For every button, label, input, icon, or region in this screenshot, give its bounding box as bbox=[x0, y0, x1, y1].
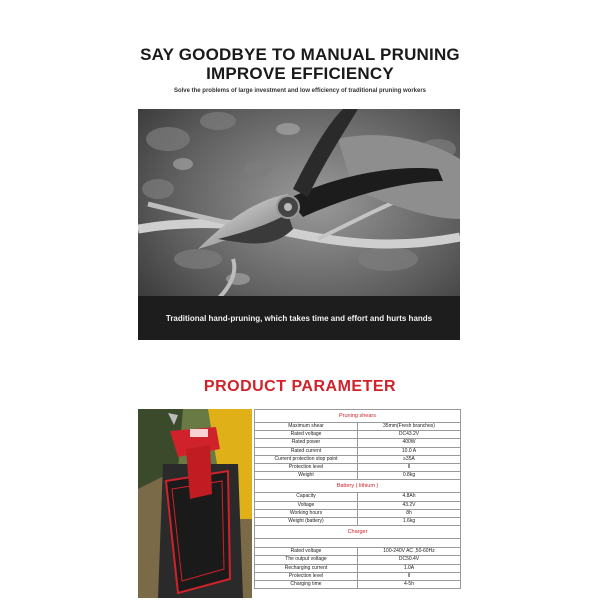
spec-value: DC50.4V bbox=[358, 556, 461, 564]
spec-label: Capacity bbox=[255, 493, 358, 501]
headline-line-1: SAY GOODBYE TO MANUAL PRUNING bbox=[140, 45, 460, 64]
hero-image bbox=[138, 109, 460, 340]
section-charger: Charger bbox=[255, 526, 461, 539]
spec-value: ≥35A bbox=[358, 455, 461, 463]
table-row bbox=[255, 447, 461, 455]
spec-value: 35mm(Fresh branches) bbox=[358, 423, 461, 431]
spec-label: Rated current bbox=[255, 447, 358, 455]
spec-value: 10.0 A bbox=[358, 447, 461, 455]
spec-table bbox=[254, 409, 460, 598]
spec-value: 0.8kg bbox=[358, 472, 461, 480]
spec-label: Maximum shear bbox=[255, 423, 358, 431]
spec-label: Rated voltage bbox=[255, 431, 358, 439]
spec-value: II bbox=[358, 572, 461, 580]
table-row bbox=[255, 493, 461, 501]
spec-label: Weight (battery) bbox=[255, 518, 358, 526]
spec-label: Working hours bbox=[255, 509, 358, 517]
table-row bbox=[255, 518, 461, 526]
spec-label: Protection level bbox=[255, 572, 358, 580]
spacer-row bbox=[255, 539, 461, 548]
headline-line-2: IMPROVE EFFICIENCY bbox=[206, 64, 394, 83]
spec-value: DC43.2V bbox=[358, 431, 461, 439]
table-row bbox=[255, 455, 461, 463]
hero-caption: Traditional hand-pruning, which takes time and effort and hurts hands bbox=[165, 314, 433, 323]
spec-value: 4.8Ah bbox=[358, 493, 461, 501]
table-row bbox=[255, 581, 461, 589]
product-photo bbox=[138, 409, 252, 598]
table-row bbox=[255, 556, 461, 564]
spec-label: Current protection stop point bbox=[255, 455, 358, 463]
spec-value: 43.2V bbox=[358, 501, 461, 509]
table-row bbox=[255, 509, 461, 517]
spec-label: Weight bbox=[255, 472, 358, 480]
spec-value: 100-240V AC ,50-60Hz bbox=[358, 548, 461, 556]
table-row bbox=[255, 548, 461, 556]
table-row bbox=[255, 564, 461, 572]
section-pruning-shears: Pruning shears bbox=[255, 410, 461, 423]
spec-value: II bbox=[358, 464, 461, 472]
spec-label: Rated voltage bbox=[255, 548, 358, 556]
spec-value: 1.6kg bbox=[358, 518, 461, 526]
spec-value: 4-5h bbox=[358, 581, 461, 589]
spec-label: Rated power bbox=[255, 439, 358, 447]
table-row bbox=[255, 431, 461, 439]
section-battery: Battery ( lithium ) bbox=[255, 480, 461, 493]
table-row bbox=[255, 423, 461, 431]
spec-label: The output voltage bbox=[255, 556, 358, 564]
table-row bbox=[255, 501, 461, 509]
spec-value: 1.0A bbox=[358, 564, 461, 572]
table-row bbox=[255, 472, 461, 480]
table-row bbox=[255, 464, 461, 472]
subtitle: Solve the problems of large investment and low efficiency of traditional pruning workers bbox=[173, 88, 427, 94]
spec-label: Protection level bbox=[255, 464, 358, 472]
spec-label: Recharging current bbox=[255, 564, 358, 572]
spec-value: 8h bbox=[358, 509, 461, 517]
spec-label: Voltage bbox=[255, 501, 358, 509]
holster-photo bbox=[138, 409, 252, 598]
table-row bbox=[255, 572, 461, 580]
spec-value: 400W bbox=[358, 439, 461, 447]
product-parameter-title: PRODUCT PARAMETER bbox=[203, 378, 397, 395]
spec-label: Charging time bbox=[255, 581, 358, 589]
table-row bbox=[255, 439, 461, 447]
